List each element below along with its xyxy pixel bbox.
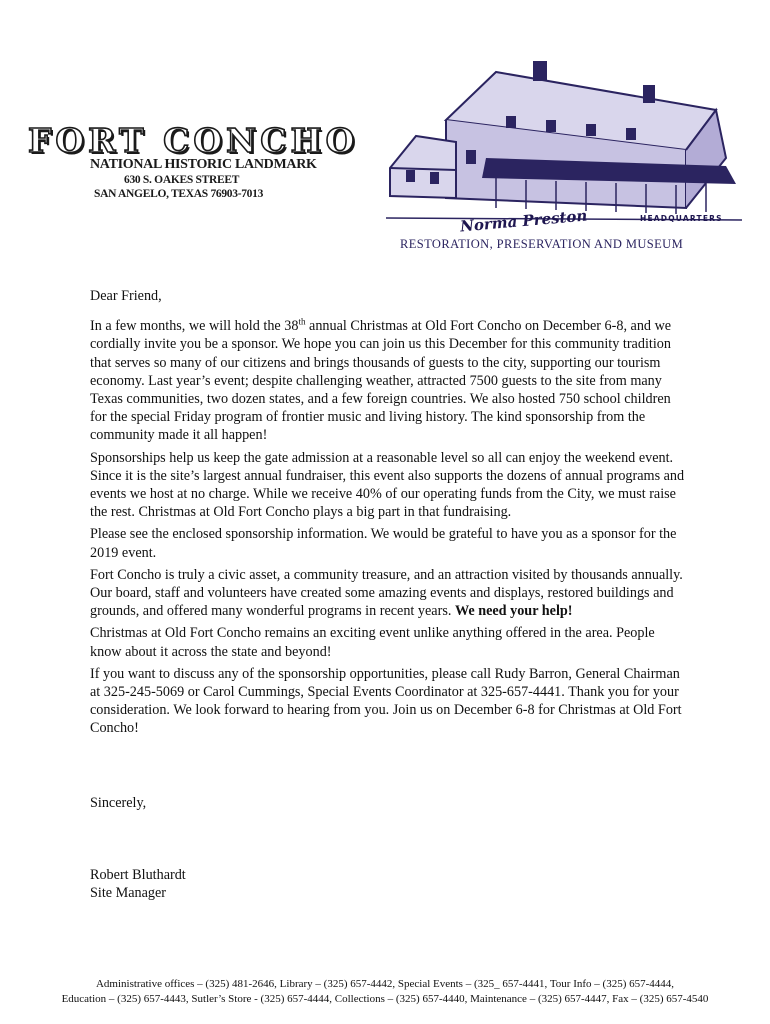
signer-title: Site Manager (90, 885, 167, 902)
headquarters-label: HEADQUARTERS (640, 214, 723, 223)
closing: Sincerely, (90, 795, 147, 811)
paragraph-enclosed-info: Please see the enclosed sponsorship information. We would be grateful to have you as a sponsor for the 2019 event. (90, 526, 677, 561)
paragraph-sponsorships: Sponsorships help us keep the gate admission at a reasonable level so all can enjoy the weekend event. Since it is the site’s largest annual fundraiser, this event also supports the dozens of annual programs and events we host at no charge. While we receive 40% of our operating funds from the City, we must raise the rest. Christmas at Old Fort Concho plays a big part in that fundraising. (90, 449, 685, 521)
paragraph-contact: If you want to discuss any of the sponsorship opportunities, please call Rudy Barron, General Chairman at 325-245-5069 or Carol Cummings, Special Events Coordinator at 325-657-4441. Thank you for your consideration. We look forward to hearing from you. Join us on December 6-8 for Christmas at Old Fort Concho! (90, 665, 682, 737)
brand-subtitle: NATIONAL HISTORIC LANDMARK (90, 157, 317, 172)
footer-line-1: Administrative offices – (325) 481-2646, Library – (325) 657-4442, Special Events – (325_ 657-4441, Tour Info – (325) 657-4444, (95, 978, 675, 990)
brand-title: FORT CONCHO (28, 121, 359, 160)
paragraph-exciting-event: Christmas at Old Fort Concho remains an exciting event unlike anything offered in the area. People know about it across the state and beyond! (90, 625, 655, 660)
paragraph-invitation: In a few months, we will hold the 38th annual Christmas at Old Fort Concho on December 6-8, and we cordially invite you be a sponsor. We hope you can join us this December for this community tradition that serves so many of our citizens and brings thousands of guests to the city, supporting our tourism economy. Last year’s event; despite challenging weather, attracted 7500 guests to the site from many Texas communities, two dozen states, and a few foreign countries. We also hosted 750 school children for the special Friday program of frontier music and living history. The kind sponsorship from the community made it all happen! (90, 316, 672, 444)
letter-body (90, 287, 686, 742)
brand-city: SAN ANGELO, TEXAS 76903-7013 (94, 188, 264, 200)
brand-street: 630 S. OAKES STREET (124, 174, 240, 186)
letterhead-tagline: RESTORATION, PRESERVATION AND MUSEUM (400, 237, 684, 251)
signer-name: Robert Bluthardt (90, 867, 186, 883)
headquarters-building-illustration (386, 58, 742, 226)
footer-line-2: Education – (325) 657-4443, Sutler’s Store - (325) 657-4444, Collections – (325) 657-4440, Maintenance – (325) 657-4447, Fax – (325) 657-4540 (61, 992, 709, 1005)
letterhead-brand (28, 121, 359, 200)
footer-contacts (0, 977, 770, 1006)
signer-block (90, 866, 186, 902)
artist-signature: Norma Preston (459, 206, 588, 236)
paragraph-civic-asset: Fort Concho is truly a civic asset, a community treasure, and an attraction visited by thousands annually. Our board, staff and volunteers have created some amazing events and displays, restored buildings and grounds, and offered many wonderful programs in recent years. We need your help! (90, 566, 683, 620)
salutation: Dear Friend, (90, 288, 162, 304)
